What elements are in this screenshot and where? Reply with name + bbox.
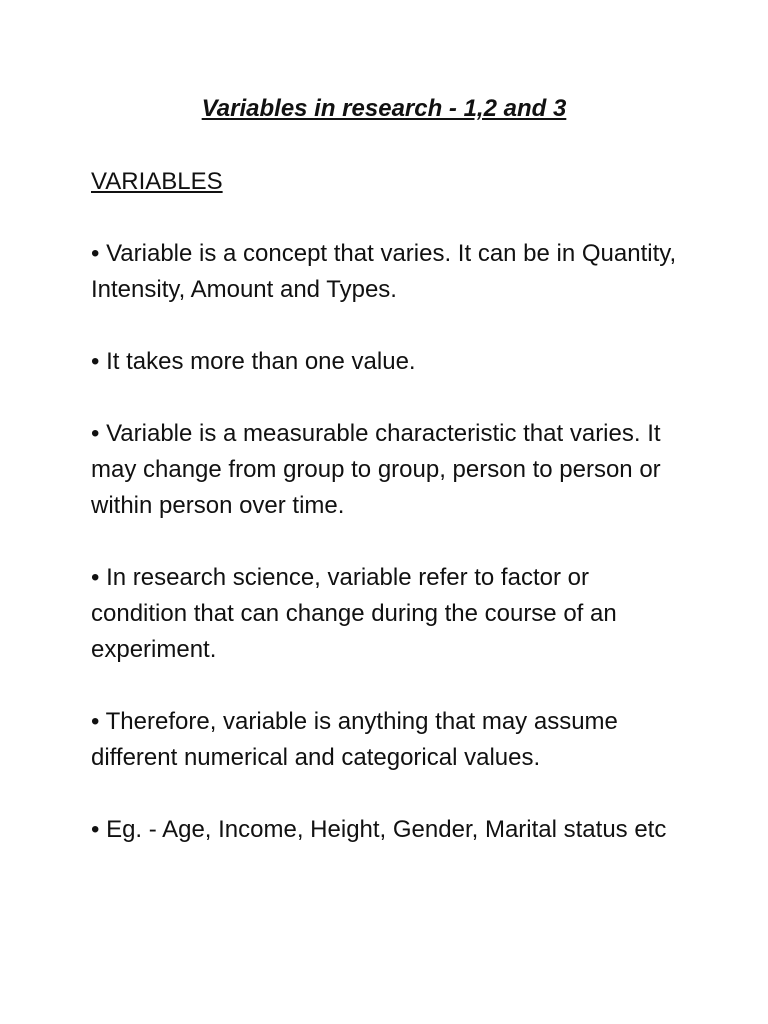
bullet-item: • Therefore, variable is anything that may assume different numerical and categorical values. (91, 708, 618, 771)
section-heading: VARIABLES (91, 168, 223, 195)
bullet-item: • It takes more than one value. (91, 348, 416, 375)
page-title: Variables in research - 1,2 and 3 (201, 95, 567, 122)
bullet-item: • Variable is a measurable characteristic that varies. It may change from group to group, person to person or within person over time. (91, 420, 661, 519)
bullet-item: • In research science, variable refer to factor or condition that can change during the course of an experiment. (91, 564, 617, 663)
bullet-item: • Variable is a concept that varies. It can be in Quantity, Intensity, Amount and Types. (91, 240, 677, 303)
document-body (91, 164, 691, 884)
bullet-item: • Eg. - Age, Income, Height, Gender, Marital status etc (91, 816, 667, 843)
